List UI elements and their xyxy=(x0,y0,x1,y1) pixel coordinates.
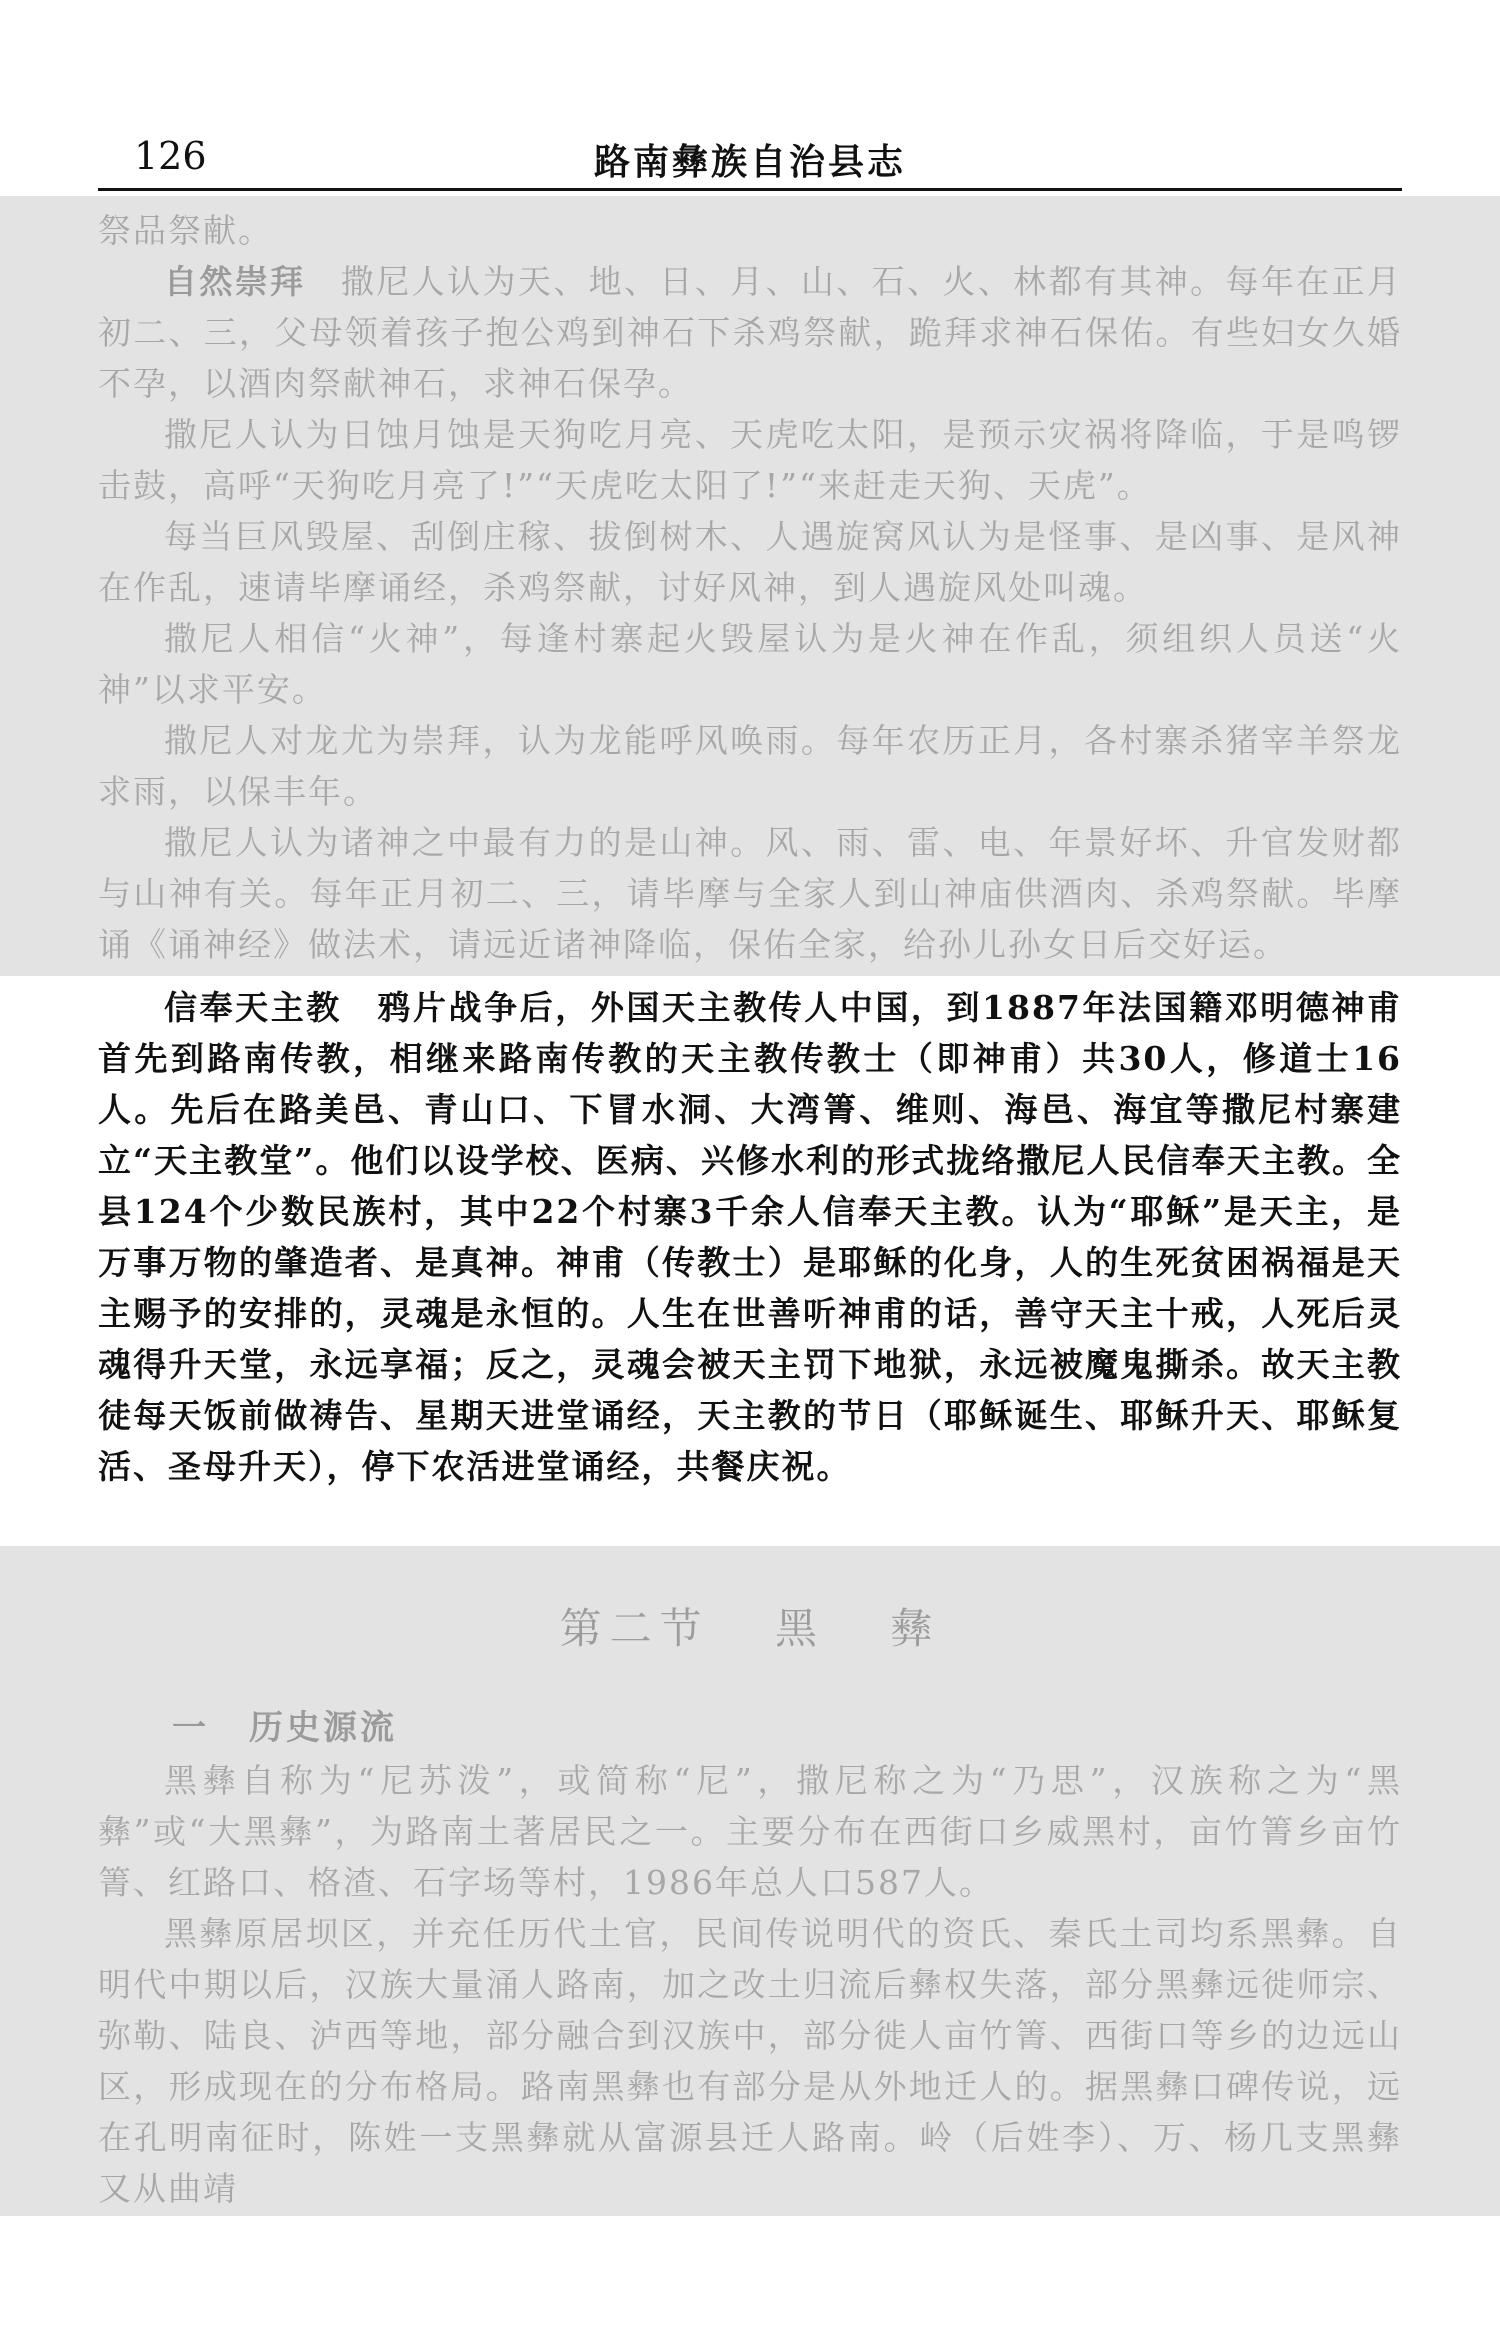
section-title-part: 彝 xyxy=(890,1604,941,1653)
subheading-number: 一 xyxy=(172,1708,209,1748)
paragraph: 撒尼人相信“火神”，每逢村寨起火毁屋认为是火神在作乱，须组织人员送“火神”以求平安。 xyxy=(98,619,1402,709)
subheading-text: 历史源流 xyxy=(249,1708,397,1748)
paragraph: 撒尼人认为诸神之中最有力的是山神。风、雨、雷、电、年景好坏、升官发财都与山神有关。每年正月初二、三，请毕摩与全家人到山神庙供酒肉、杀鸡祭献。毕摩诵《诵神经》做法术，请远近诸神降临，保佑全家，给孙儿孙女日后交好运。 xyxy=(98,823,1402,964)
catholic-text-block xyxy=(98,982,1402,1492)
paragraph-nature-worship xyxy=(98,256,1402,409)
lead-fragment: 祭品祭献。 xyxy=(98,211,273,250)
paragraph: 撒尼人对龙尤为崇拜，认为龙能呼风唤雨。每年农历正月，各村寨杀猪宰羊祭龙求雨，以保丰年。 xyxy=(98,721,1402,811)
bottom-text-block xyxy=(98,1755,1402,2214)
paragraph: 黑彝原居坝区，并充任历代土官，民间传说明代的资氏、秦氏土司均系黑彝。自明代中期以后，汉族大量涌人路南，加之改土归流后彝权失落，部分黑彝远徙师宗、弥勒、陆良、泸西等地，部分融合到汉族中，部分徙人亩竹箐、西街口等乡的边远山区，形成现在的分布格局。路南黑彝也有部分是从外地迁人的。据黑彝口碑传说，远在孔明南征时，陈姓一支黑彝就从富源县迁人路南。岭（后姓李）、万、杨几支黑彝又从曲靖 xyxy=(98,1914,1402,2208)
subheading xyxy=(172,1700,397,1749)
paragraph: 黑彝自称为“尼苏泼”，或简称“尼”，撒尼称之为“乃思”，汉族称之为“黑彝”或“大黑彝”，为路南土著居民之一。主要分布在西街口乡威黑村，亩竹箐乡亩竹箐、红路口、格渣、石字场等村，1986年总人口587人。 xyxy=(98,1761,1402,1902)
page-number: 126 xyxy=(134,134,207,178)
section-title-part: 第二节 xyxy=(559,1604,710,1653)
paragraph: 每当巨风毁屋、刮倒庄稼、拔倒树木、人遇旋窝风认为是怪事、是凶事、是风神在作乱，速请毕摩诵经，杀鸡祭献，讨好风神，到人遇旋风处叫魂。 xyxy=(98,517,1402,607)
section-title xyxy=(0,1596,1500,1656)
term-nature-worship: 自然崇拜 xyxy=(164,262,306,301)
header-rule xyxy=(98,188,1402,191)
paragraph: 撒尼人认为日蚀月蚀是天狗吃月亮、天虎吃太阳，是预示灾祸将降临，于是鸣锣击鼓，高呼“天狗吃月亮了!”“天虎吃太阳了!”“来赶走天狗、天虎”。 xyxy=(98,415,1402,505)
nature-worship-text: 撒尼人认为天、地、日、月、山、石、火、林都有其神。每年在正月初二、三，父母领着孩子抱公鸡到神石下杀鸡祭献，跪拜求神石保佑。有些妇女久婚不孕，以酒肉祭献神石，求神石保孕。 xyxy=(98,262,1403,403)
running-title: 路南彝族自治县志 xyxy=(593,141,906,183)
term-catholicism: 信奉天主教 xyxy=(164,988,342,1027)
page-header xyxy=(98,128,1402,188)
paragraph-catholicism xyxy=(98,982,1402,1492)
top-text-block xyxy=(98,205,1402,970)
catholicism-text: 鸦片战争后，外国天主教传人中国，到1887年法国籍邓明德神甫首先到路南传教，相继来路南传教的天主教传教士（即神甫）共30人，修道士16人。先后在路美邑、青山口、下冒水洞、大湾箐、维则、海邑、海宜等撒尼村寨建立“天主教堂”。他们以设学校、医病、兴修水利的形式拢络撒尼人民信奉天主教。全县124个少数民族村，其中22个村寨3千余人信奉天主教。认为“耶稣”是天主，是万事万物的肇造者、是真神。神甫（传教士）是耶稣的化身，人的生死贫困祸福是天主赐予的安排的，灵魂是永恒的。人生在世善听神甫的话，善守天主十戒，人死后灵魂得升天堂，永远享福；反之，灵魂会被天主罚下地狱，永远被魔鬼撕杀。故天主教徒每天饭前做祷告、星期天进堂诵经，天主教的节日（耶稣诞生、耶稣升天、耶稣复活、圣母升天），停下农活进堂诵经，共餐庆祝。 xyxy=(98,988,1403,1486)
section-title-part: 黑 xyxy=(774,1604,825,1653)
